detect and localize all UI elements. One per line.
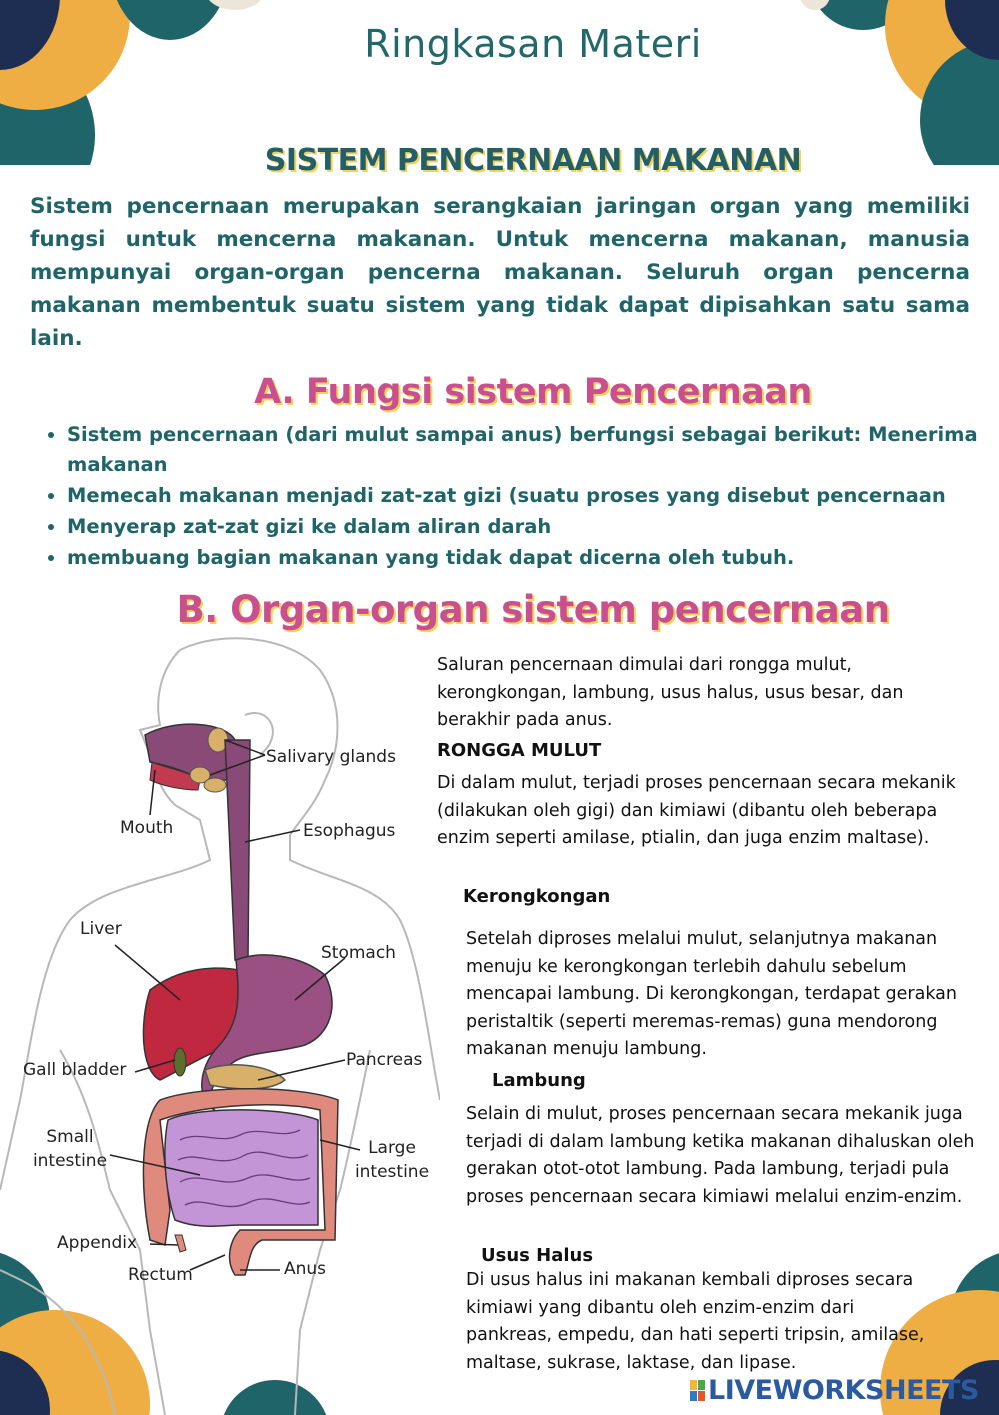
label-salivary-glands: Salivary glands	[266, 747, 396, 767]
label-esophagus: Esophagus	[303, 821, 396, 841]
page-title: Ringkasan Materi	[364, 22, 702, 66]
label-gall-bladder: Gall bladder	[23, 1060, 127, 1080]
label-rectum: Rectum	[128, 1265, 193, 1285]
label-liver: Liver	[80, 919, 122, 939]
usus-halus-text: Di usus halus ini makanan kembali diproses secara kimiawi yang dibantu oleh enzim-enzim dari pankreas, empedu, dan hati seperti tripsin, amilase, maltase, sukrase, laktase, dan lipase.	[466, 1270, 925, 1373]
label-small-intestine-1: Small	[46, 1127, 94, 1147]
kerongkongan-text: Setelah diproses melalui mulut, selanjutnya makanan menuju ke kerongkongan terlebih dahulu sebelum mencapai lambung. Di kerongkongan, terdapat gerakan peristaltik (seperti meremas-remas) guna mendorong makanan menuju lambung.	[466, 929, 957, 1059]
lambung-text: Selain di mulut, proses pencernaan secara mekanik juga terjadi di dalam lambung ketika makanan dihaluskan oleh gerakan otot-otot lambung. Pada lambung, terjadi pula proses pencernaan secara kimiawi melalui enzim-enzim.	[466, 1104, 975, 1207]
label-pancreas: Pancreas	[346, 1050, 423, 1070]
label-appendix: Appendix	[57, 1233, 138, 1253]
intro-paragraph: Sistem pencernaan merupakan serangkaian jaringan organ yang memiliki fungsi untuk mencerna makanan. Untuk mencerna makanan, manusia mempunyai organ-organ pencerna makanan. Seluruh organ pencerna makanan membentuk suatu sistem yang tidak dapat dipisahkan satu sama lain.	[30, 194, 970, 351]
section-a-heading: A. Fungsi sistem Pencernaan	[254, 372, 812, 412]
label-small-intestine-2: intestine	[32, 1151, 108, 1171]
list-item: • membuang bagian makanan yang tidak dapat dicerna oleh tubuh.	[67, 543, 999, 573]
usus-halus-heading: Usus Halus	[481, 1245, 594, 1266]
list-item: • Sistem pencernaan (dari mulut sampai anus) berfungsi sebagai berikut: Menerima makanan	[67, 420, 999, 479]
list-item: • Menyerap zat-zat gizi ke dalam aliran darah	[67, 512, 999, 542]
label-mouth: Mouth	[120, 818, 174, 838]
brand-logo: LIVEWORKSHEETS	[708, 1375, 979, 1406]
label-large-intestine-1: Large	[368, 1138, 416, 1158]
function-list	[40, 420, 999, 574]
rongga-mulut-text: Di dalam mulut, terjadi proses pencernaan secara mekanik (dilakukan oleh gigi) dan kimiawi (dibantu oleh beberapa enzim seperti amilase, ptialin, dan juga enzim maltase).	[437, 773, 956, 848]
label-large-intestine-2: intestine	[354, 1162, 430, 1182]
kerongkongan-heading: Kerongkongan	[463, 886, 611, 907]
rongga-mulut-heading: RONGGA MULUT	[437, 740, 602, 761]
list-item: • Memecah makanan menjadi zat-zat gizi (suatu proses yang disebut pencernaan	[67, 481, 999, 511]
lambung-heading: Lambung	[492, 1070, 586, 1091]
section-b-heading: B. Organ-organ sistem pencernaan	[176, 588, 890, 631]
label-stomach: Stomach	[321, 943, 396, 963]
organs-intro: Saluran pencernaan dimulai dari rongga mulut, kerongkongan, lambung, usus halus, usus besar, dan berakhir pada anus.	[437, 655, 904, 730]
page-subtitle: SISTEM PENCERNAAN MAKANAN	[264, 143, 802, 178]
liveworksheets-logo-icon	[690, 1380, 706, 1402]
label-anus: Anus	[284, 1259, 327, 1279]
